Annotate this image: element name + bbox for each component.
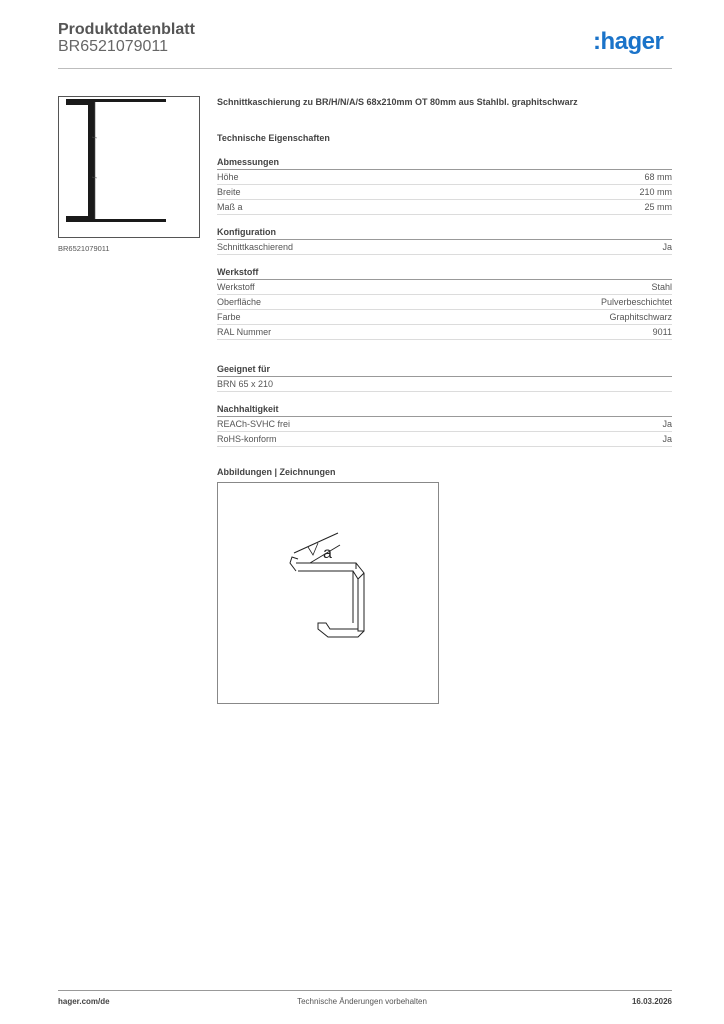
section-title: Geeignet für — [217, 362, 672, 377]
spec-value: 9011 — [652, 327, 672, 337]
spec-value: Ja — [662, 242, 672, 252]
spec-label: Breite — [217, 187, 241, 197]
spec-value: Ja — [662, 434, 672, 444]
spec-label: Schnittkaschierend — [217, 242, 294, 252]
section-dimensions — [217, 155, 672, 215]
spec-value: Graphitschwarz — [609, 312, 672, 322]
section-configuration — [217, 225, 672, 255]
spec-row — [217, 377, 672, 392]
hager-logo-text: :hager — [593, 28, 664, 55]
spec-label: BRN 65 x 210 — [217, 379, 274, 389]
technical-drawing-svg — [218, 483, 438, 703]
spec-label: RoHS-konform — [217, 434, 277, 444]
spec-value: Stahl — [651, 282, 672, 292]
section-title: Werkstoff — [217, 265, 672, 280]
spec-label: Höhe — [217, 172, 239, 182]
spec-value: Pulverbeschichtet — [600, 297, 672, 307]
footer-date: 16.03.2026 — [631, 997, 672, 1006]
product-details — [217, 95, 672, 479]
dimension-label: a — [323, 545, 332, 562]
spec-row — [217, 325, 672, 340]
footer-divider — [58, 990, 672, 991]
technical-properties-heading: Technische Eigenschaften — [217, 133, 330, 143]
spec-label: Werkstoff — [217, 282, 255, 292]
spec-label: REACh-SVHC frei — [217, 419, 291, 429]
section-suitable-for — [217, 362, 672, 392]
spec-row — [217, 170, 672, 185]
product-description: Schnittkaschierung zu BR/H/N/A/S 68x210mm OT 80mm aus Stahlbl. graphitschwarz — [217, 97, 578, 107]
spec-row — [217, 295, 672, 310]
spec-row — [217, 417, 672, 432]
spec-row — [217, 310, 672, 325]
footer-website-link[interactable]: hager.com/de — [58, 997, 110, 1006]
product-image-drawing — [59, 97, 199, 237]
product-image — [58, 96, 200, 238]
section-title: Nachhaltigkeit — [217, 402, 672, 417]
spec-label: Maß a — [217, 202, 243, 212]
spec-label: Oberfläche — [217, 297, 262, 307]
section-sustainability — [217, 402, 672, 447]
product-image-caption: BR6521079011 — [58, 244, 110, 253]
spec-value: Ja — [662, 419, 672, 429]
hager-logo — [593, 28, 673, 56]
spec-row — [217, 200, 672, 215]
spec-row — [217, 185, 672, 200]
page-title: Produktdatenblatt — [58, 21, 195, 38]
article-number: BR6521079011 — [58, 38, 169, 55]
spec-value: 68 mm — [644, 172, 672, 182]
section-title: Konfiguration — [217, 225, 672, 240]
spec-row — [217, 240, 672, 255]
spec-row — [217, 432, 672, 447]
technical-drawing — [217, 482, 439, 704]
drawings-heading: Abbildungen | Zeichnungen — [217, 467, 336, 477]
footer-notice: Technische Änderungen vorbehalten — [297, 997, 427, 1006]
spec-label: RAL Nummer — [217, 327, 272, 337]
spec-value: 25 mm — [644, 202, 672, 212]
section-title: Abmessungen — [217, 155, 672, 170]
spec-row — [217, 280, 672, 295]
spec-value: 210 mm — [639, 187, 672, 197]
spec-label: Farbe — [217, 312, 241, 322]
section-material — [217, 265, 672, 340]
header-divider — [58, 68, 672, 69]
